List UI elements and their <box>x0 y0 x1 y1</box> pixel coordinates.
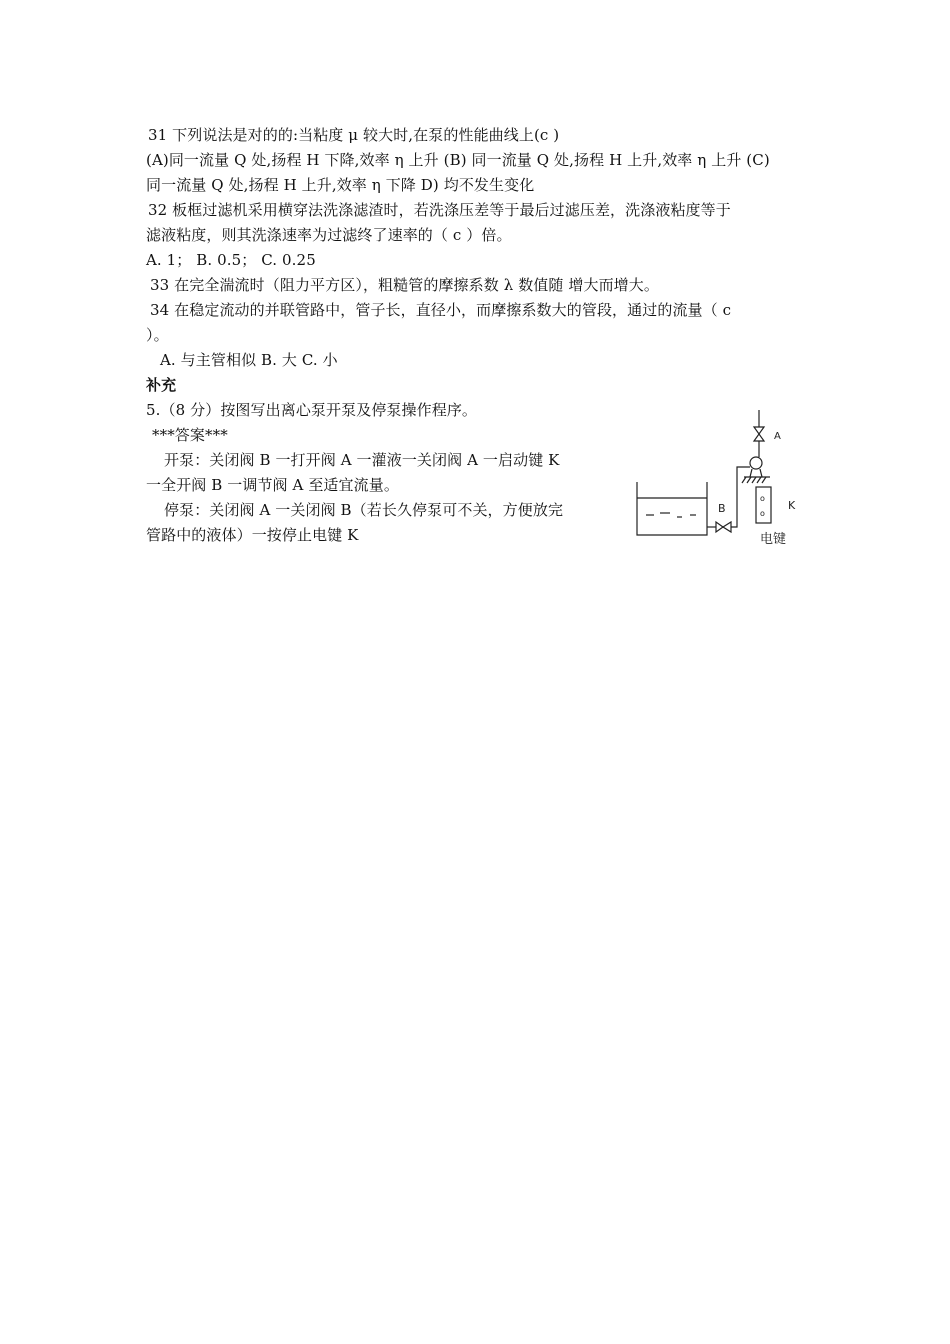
q34-line-1: 34 在稳定流动的并联管路中，管子长，直径小，而摩擦系数大的管段，通过的流量（ c <box>150 301 732 319</box>
switch-mark-bottom: o <box>760 509 765 518</box>
switch-k-label: K <box>788 499 796 512</box>
q31-line-2: (A)同一流量 Q 处,扬程 H 下降,效率 η 上升 (B) 同一流量 Q 处,扬程 H 上升,效率 η 上升 (C) <box>146 151 770 169</box>
answer-label: ***答案*** <box>152 426 228 444</box>
start-procedure-line-1: 开泵：关闭阀 B 一打开阀 A 一灌液一关闭阀 A 一启动键 K <box>164 451 560 469</box>
pump-diagram <box>632 405 807 555</box>
tank <box>637 482 707 535</box>
pump-icon <box>742 457 770 483</box>
switch-mark-top: o <box>760 494 765 503</box>
q32-line-1: 32 板框过滤机采用横穿法洗涤滤渣时，若洗涤压差等于最后过滤压差，洗涤液粘度等于 <box>148 201 731 219</box>
q32-line-2: 滤液粘度，则其洗涤速率为过滤终了速率的（ c ）倍。 <box>146 226 512 244</box>
q34-line-2: ）。 <box>146 326 169 344</box>
q32-options: A. 1； B. 0.5； C. 0.25 <box>146 251 316 269</box>
q31-line-1: 31 下列说法是对的的:当粘度 μ 较大时,在泵的性能曲线上(c ) <box>148 126 560 144</box>
valve-b-icon <box>716 522 731 532</box>
suction-pipe <box>707 467 750 527</box>
stop-procedure-line-1: 停泵：关闭阀 A 一关闭阀 B（若长久停泵可不关，方便放完 <box>164 501 564 519</box>
valve-a-label: A <box>774 431 781 442</box>
valve-a-icon <box>754 427 764 441</box>
start-procedure-line-2: 一全开阀 B 一调节阀 A 至适宜流量。 <box>146 476 399 494</box>
q31-line-3: 同一流量 Q 处,扬程 H 上升,效率 η 下降 D) 均不发生变化 <box>146 176 535 194</box>
valve-b-label: B <box>718 502 726 515</box>
q34-options: A. 与主管相似 B. 大 C. 小 <box>160 351 338 369</box>
switch-key-label: 电键 <box>760 532 787 547</box>
supplement-heading: 补充 <box>146 376 177 394</box>
q33-line-1: 33 在完全湍流时（阻力平方区），粗糙管的摩擦系数 λ 数值随 增大而增大。 <box>150 276 659 294</box>
q5-question: 5.（8 分）按图写出离心泵开泵及停泵操作程序。 <box>146 401 478 419</box>
stop-procedure-line-2: 管路中的液体）一按停止电键 K <box>146 526 359 544</box>
